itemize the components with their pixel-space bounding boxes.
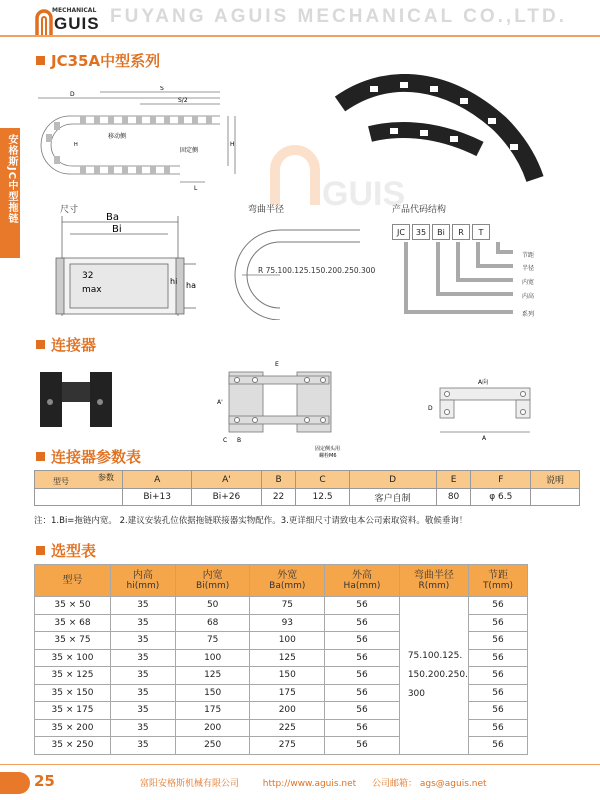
label-bolt: 螺栓M6 [319,453,337,458]
dim-a: A [482,435,487,442]
table-cell: 56 [325,737,400,755]
code-legend-pitch: 节距 [522,252,535,259]
table-cell: 56 [468,632,527,650]
selection-header-cell [110,565,175,597]
params-cell [35,489,123,506]
table-cell: 35 [110,667,175,685]
connector-drawing-front [215,358,365,458]
table-cell: 125 [250,649,325,667]
selection-header-cell [35,565,111,597]
table-cell: 56 [325,719,400,737]
params-cell: 客户自制 [349,489,436,506]
params-col: D [349,471,436,489]
params-cell: 12.5 [296,489,349,506]
code-part: R [452,224,470,240]
label-a-direction: A向 [478,379,489,386]
table-cell: 56 [468,684,527,702]
params-cell: 22 [261,489,296,506]
selection-header-row [35,565,528,597]
table-cell: 150 [175,684,250,702]
label-moving-side: 移动侧 [108,133,127,140]
table-cell: 50 [175,597,250,615]
params-cell: Bi+13 [123,489,192,506]
dim-a-prime: A' [217,399,223,406]
selection-header-en: T(mm) [482,580,513,591]
table-cell: 56 [325,614,400,632]
chain-drawing [30,86,245,191]
selection-header-cell [399,565,468,597]
table-cell: 35 × 125 [35,667,111,685]
dim-c: C [223,437,228,444]
selection-header-cell [468,565,527,597]
dim-h-left: H [74,142,78,148]
table-cell: 125 [175,667,250,685]
logo-mark-icon [34,6,54,38]
header-divider [0,35,600,37]
dim-s2: S/2 [178,97,188,104]
table-row [35,597,528,615]
footer-url[interactable]: http://www.aguis.net [262,779,357,789]
dim-d-connector: D [428,405,433,412]
bend-radius-line: 150.200.250. [407,669,468,680]
table-cell: 225 [250,719,325,737]
table-cell: 56 [468,649,527,667]
table-cell: 250 [175,737,250,755]
side-tab-label: 安格斯JC中型拖链 [6,134,17,225]
section-title-connector-params: 连接器参数表 [36,446,141,467]
code-structure-lines [398,240,518,320]
table-cell: 35 [110,597,175,615]
dim-e: E [275,361,279,368]
selection-header-cell [325,565,400,597]
dim-l: L [194,185,198,191]
table-cell: 56 [325,632,400,650]
footer-email-label: 公司邮箱： [371,779,417,789]
params-col: E [436,471,471,489]
table-cell: 56 [468,597,527,615]
table-cell: 75 [175,632,250,650]
table-cell: 56 [325,597,400,615]
code-part: Bi [432,224,450,240]
page-tab [0,772,30,794]
selection-header-cn: 弯曲半径 [413,569,454,581]
table-cell: 56 [325,667,400,685]
footer-divider [0,764,600,765]
table-cell: 35 [110,684,175,702]
table-cell: 35 × 50 [35,597,111,615]
label-fixed-side: 固定侧 [180,147,199,154]
logo-guis-text: GUIS [54,14,100,33]
table-cell: 35 [110,632,175,650]
selection-header-cn: 内高 [132,569,153,581]
bend-radius-label: 弯曲半径 [248,205,285,215]
selection-header-cn: 内宽 [202,569,223,581]
connector-drawing-top [420,362,540,442]
dim-s: S [160,86,164,92]
table-cell: 35 × 175 [35,702,111,720]
table-cell: 175 [175,702,250,720]
table-cell: 56 [468,737,527,755]
params-cell: Bi+26 [192,489,261,506]
table-cell: 275 [250,737,325,755]
params-cell: φ 6.5 [471,489,531,506]
selection-header-en: Ba(mm) [269,580,306,591]
chain-photo [330,74,570,184]
logo-mechanical-text: MECHANICAL [52,7,97,14]
params-col: F [471,471,531,489]
params-col: A' [192,471,261,489]
footer-company: 富阳安格斯机械有限公司 [140,779,240,789]
table-cell: 56 [468,614,527,632]
params-header-diag [35,471,123,489]
size-label: 尺寸 [60,205,79,215]
table-cell: 56 [468,719,527,737]
code-boxes [392,224,490,240]
label-hi: hi [170,277,178,286]
table-cell: 35 [110,614,175,632]
cross-section-drawing [48,208,198,320]
selection-header-cell [175,565,250,597]
table-cell: 200 [175,719,250,737]
code-part: 35 [412,224,430,240]
params-col: A [123,471,192,489]
selection-header-cn: 型号 [62,575,83,586]
table-cell: 93 [250,614,325,632]
bend-radius-cell [399,597,468,755]
label-ba: Ba [106,212,119,223]
params-cell: 80 [436,489,471,506]
code-part: JC [392,224,410,240]
table-cell: 100 [250,632,325,650]
code-legend-inner-height: 内高 [522,293,535,300]
params-col: 说明 [531,471,580,489]
code-legend-inner-width: 内宽 [522,279,535,286]
dim-d: D [70,91,75,98]
table-cell: 35 [110,719,175,737]
selection-table [34,564,528,755]
table-cell: 56 [325,702,400,720]
connector-params-table [34,470,580,506]
dim-b: B [237,437,242,444]
label-ha: ha [186,281,196,290]
table-cell: 68 [175,614,250,632]
label-bi: Bi [112,224,122,235]
table-cell: 56 [468,702,527,720]
code-part: T [472,224,490,240]
table-cell: 56 [325,684,400,702]
dim-h: H [230,141,235,148]
table-cell: 35 [110,737,175,755]
label-inner-height: 32 [82,271,94,281]
table-cell: 35 × 68 [35,614,111,632]
table-cell: 35 [110,702,175,720]
table-cell: 200 [250,702,325,720]
selection-header-en: R(mm) [418,580,450,591]
page-number: 25 [34,772,55,790]
code-structure-label: 产品代码结构 [392,205,447,215]
params-header-model: 型号 [53,477,69,486]
selection-header-cn: 外高 [351,569,372,581]
footer-info [140,776,487,789]
table-cell: 35 × 250 [35,737,111,755]
table-cell: 35 × 75 [35,632,111,650]
label-max: max [82,285,102,295]
table-cell: 175 [250,684,325,702]
params-col: B [261,471,296,489]
table-cell: 56 [468,667,527,685]
table-cell: 75 [250,597,325,615]
watermark-icon [260,140,330,210]
selection-header-cn: 节距 [487,569,508,581]
section-title-connector: 连接器 [36,334,96,355]
selection-header-cn: 外宽 [277,569,298,581]
watermark-text: GUIS [322,175,406,213]
table-cell: 56 [325,649,400,667]
params-header-param: 参数 [98,473,114,482]
label-fixed-head: 固定侧头用 [315,446,341,452]
params-note: 注：1.Bi=拖链内宽。 2.建议安装孔位依据拖链联接器实物配作。3.更详细尺寸请致电本公司索取资料。敬候垂询！ [34,516,468,526]
connector-photo [30,362,130,442]
selection-header-en: Bi(mm) [196,580,230,591]
footer-email[interactable]: ags@aguis.net [419,779,487,789]
bend-radius-values: R 75.100.125.150.200.250.300 [258,266,376,275]
section-title-jc35a: JC35A中型系列 [36,50,160,71]
table-cell: 35 × 100 [35,649,111,667]
section-title-selection: 选型表 [36,540,96,561]
selection-header-en: Ha(mm) [343,580,381,591]
table-cell: 35 × 150 [35,684,111,702]
params-col: C [296,471,349,489]
table-cell: 100 [175,649,250,667]
bend-radius-line: 75.100.125. [407,650,463,661]
bend-radius-line: 300 [407,688,426,699]
company-name: FUYANG AGUIS MECHANICAL CO.,LTD. [110,6,568,27]
table-cell: 35 × 200 [35,719,111,737]
code-legend-series: 系列 [522,311,535,318]
params-cell [531,489,580,506]
code-legend-radius: 半径 [522,265,535,272]
table-cell: 35 [110,649,175,667]
table-cell: 150 [250,667,325,685]
selection-header-cell [250,565,325,597]
selection-header-en: hi(mm) [126,580,160,591]
